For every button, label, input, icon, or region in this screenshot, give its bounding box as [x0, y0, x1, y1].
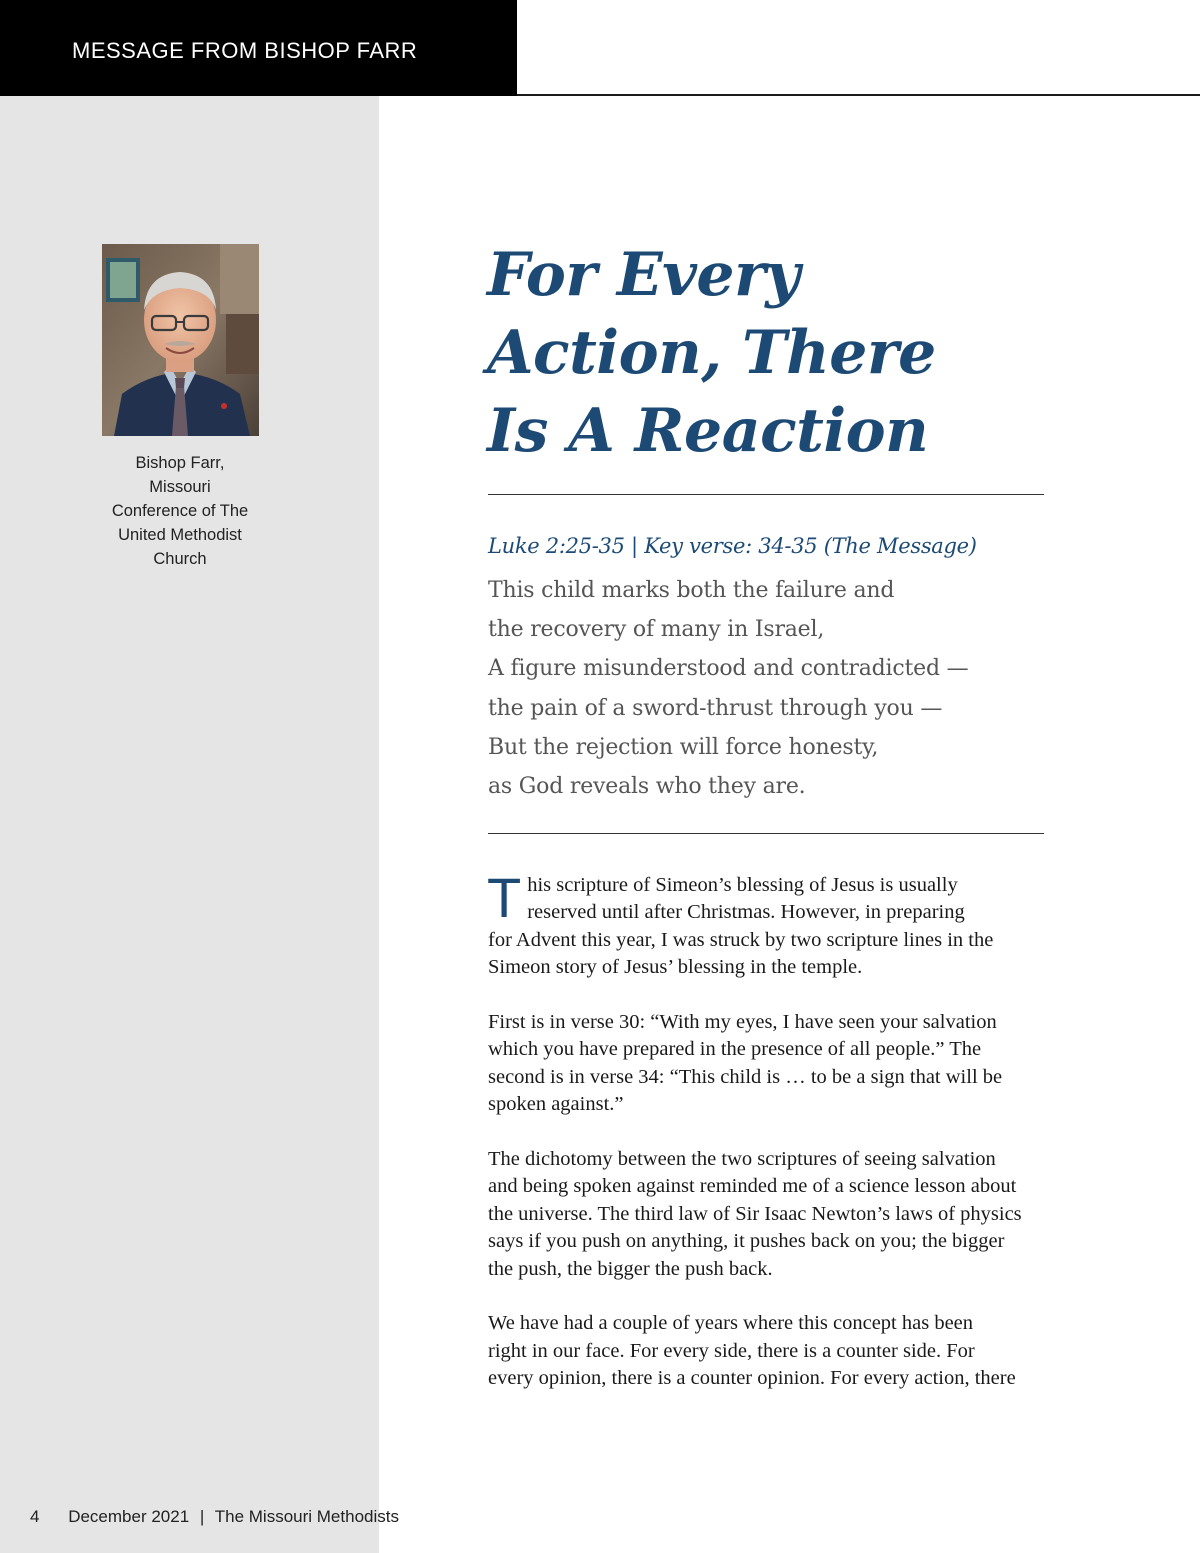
verse-reference: Luke 2:25-35 | Key verse: 34-35 (The Message) — [488, 534, 977, 558]
body-line: right in our face. For every side, there is a counter side. For — [488, 1339, 975, 1362]
body-line: reserved until after Christmas. However, in preparing — [527, 901, 965, 924]
caption-line: Missouri — [149, 478, 211, 496]
paragraph-4 — [488, 1310, 1048, 1392]
body-line: for Advent this year, I was struck by two scripture lines in the — [488, 928, 994, 951]
bishop-portrait-photo — [102, 244, 259, 436]
paragraph-2 — [488, 1009, 1048, 1119]
body-line: which you have prepared in the presence of all people.” The — [488, 1038, 982, 1061]
title-divider — [488, 494, 1044, 495]
body-line: second is in verse 34: “This child is … to be a sign that will be — [488, 1065, 1003, 1088]
body-line: Simeon story of Jesus’ blessing in the temple. — [488, 956, 863, 979]
body-line: says if you push on anything, it pushes back on you; the bigger — [488, 1230, 1005, 1253]
page-footer — [30, 1507, 399, 1527]
paragraph-3 — [488, 1146, 1048, 1283]
section-label: MESSAGE FROM BISHOP FARR — [72, 38, 418, 63]
title-line: For Every — [487, 240, 800, 310]
dropcap: T — [487, 866, 522, 929]
portrait-caption — [90, 451, 270, 571]
key-verse-text — [488, 571, 1044, 806]
footer-separator: | — [199, 1507, 205, 1526]
body-line: spoken against.” — [488, 1093, 624, 1116]
caption-line: Bishop Farr, — [135, 454, 225, 472]
caption-line: Church — [153, 550, 207, 568]
body-line: We have had a couple of years where this concept has been — [488, 1312, 974, 1335]
publication-name: The Missouri Methodists — [214, 1507, 399, 1526]
paragraph-1 — [487, 866, 1048, 982]
body-line: First is in verse 30: “With my eyes, I have seen your salvation — [488, 1011, 997, 1034]
caption-line: United Methodist — [118, 526, 242, 544]
verse-line: This child marks both the failure and — [488, 578, 895, 603]
issue-date: December 2021 — [68, 1507, 190, 1526]
body-line: his scripture of Simeon’s blessing of Jesus is usually — [527, 874, 958, 896]
body-line: the push, the bigger the push back. — [488, 1257, 773, 1280]
verse-line: as God reveals who they are. — [488, 774, 806, 800]
article-title — [487, 236, 1047, 470]
verse-line: the pain of a sword-thrust through you — — [488, 695, 943, 721]
header-rule — [517, 94, 1200, 96]
title-line: Action, There — [487, 318, 936, 388]
title-line: Is A Reaction — [487, 396, 929, 466]
body-line: the universe. The third law of Sir Isaac Newton’s laws of physics — [488, 1202, 1022, 1225]
verse-divider — [488, 833, 1044, 834]
body-line: every opinion, there is a counter opinion. For every action, there — [488, 1367, 1016, 1390]
verse-line: But the rejection will force honesty, — [488, 734, 879, 760]
body-line: and being spoken against reminded me of a science lesson about — [488, 1175, 1017, 1198]
verse-line: the recovery of many in Israel, — [488, 617, 825, 643]
body-line: The dichotomy between the two scriptures of seeing salvation — [488, 1148, 996, 1171]
article-body — [487, 866, 1048, 1420]
caption-line: Conference of The — [111, 502, 249, 520]
page-number: 4 — [30, 1507, 40, 1526]
section-header-bar — [0, 0, 517, 96]
verse-line: A figure misunderstood and contradicted — — [488, 656, 969, 682]
